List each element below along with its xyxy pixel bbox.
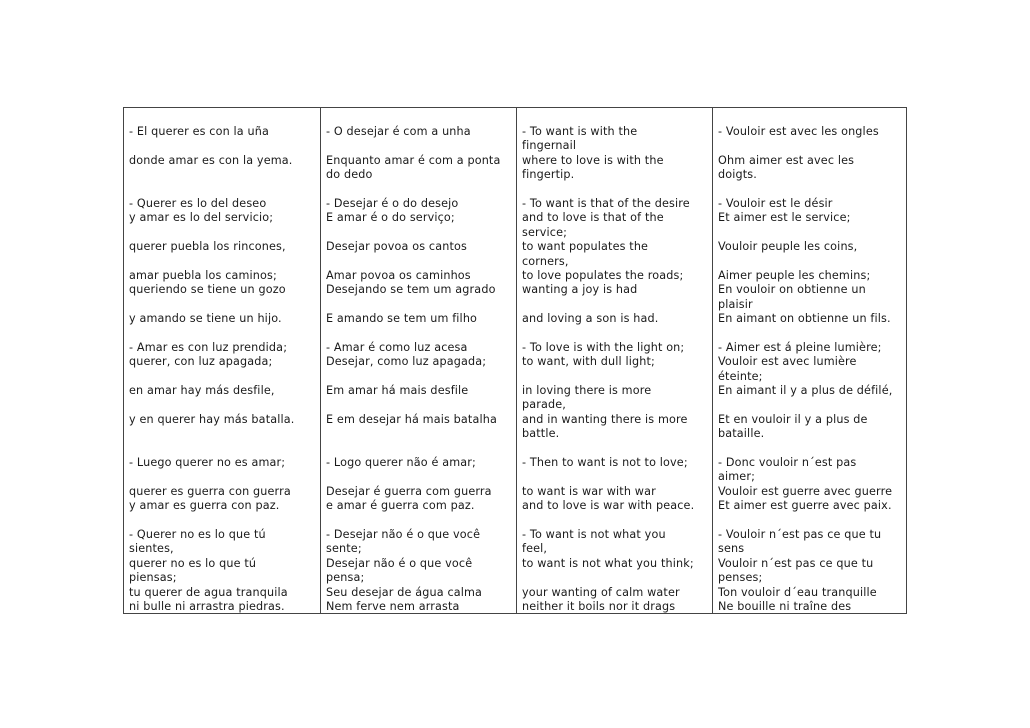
poem-line: Et en vouloir il y a plus de [718, 412, 868, 426]
poem-line: - Amar es con luz prendida; [129, 340, 288, 354]
poem-line: and to love is that of the [522, 211, 664, 225]
poem-line: y amar es guerra con paz. [129, 499, 280, 513]
poem-line: Et aimer est le service; [718, 211, 851, 225]
poem-line: en amar hay más desfile, [129, 384, 275, 398]
poem-line [129, 442, 320, 456]
poem-line: - To want is that of the desire [522, 196, 690, 210]
poem-line: battle. [522, 427, 560, 441]
poem-line: penses; [718, 571, 763, 585]
poem-line: your wanting of calm water [522, 585, 680, 599]
poem-line [129, 168, 320, 182]
poem-line: - Then to want is not to love; [522, 455, 688, 469]
poem-line: to want is not what you think; [522, 556, 694, 570]
poem-line: E em desejar há mais batalha [326, 412, 497, 426]
poem-line: sens [718, 542, 745, 556]
poem-line: queriendo se tiene un gozo [129, 283, 286, 297]
poem-line: Desejar, como luz apagada; [326, 355, 487, 369]
poem-line [718, 442, 904, 456]
poem-line: neither it boils nor it drags [522, 599, 676, 613]
poem-line: y amando se tiene un hijo. [129, 312, 282, 326]
poem-line [129, 298, 320, 312]
poem-line [718, 139, 904, 153]
poem-line: to want, with dull light; [522, 355, 655, 369]
poem-line: querer puebla los rincones, [129, 240, 286, 254]
poem-line: Ohm aimer est avec les [718, 153, 855, 167]
poem-line: Seu desejar de água calma [326, 585, 483, 599]
poem-line [129, 398, 320, 412]
poem-line [326, 370, 516, 384]
poem-line: wanting a joy is had [522, 283, 638, 297]
poem-line [326, 326, 516, 340]
poem-line [129, 326, 320, 340]
poem-line [326, 398, 516, 412]
poem-line: Nem ferve nem arrasta [326, 599, 460, 613]
poem-line: Desejar não é o que você [326, 556, 473, 570]
poem-line: amar puebla los caminos; [129, 268, 277, 282]
poem-line: - Querer no es lo que tú [129, 527, 266, 541]
poem-line [522, 442, 712, 456]
poem-line: and to love is war with peace. [522, 499, 695, 513]
poem-line: fingernail [522, 139, 577, 153]
poem-line [326, 226, 516, 240]
poem-line: Amar povoa os caminhos [326, 268, 471, 282]
poem-line: pensa; [326, 571, 365, 585]
poem-line: Desejar é guerra com guerra [326, 484, 492, 498]
poem-line: E amar é o do serviço; [326, 211, 455, 225]
poem-line: - Vouloir n´est pas ce que tu [718, 527, 882, 541]
poem-line: - Vouloir est avec les ongles [718, 125, 879, 138]
poem-line: Aimer peuple les chemins; [718, 268, 871, 282]
poem-line: sientes, [129, 542, 174, 556]
poem-line: Enquanto amar é com a ponta [326, 153, 501, 167]
poem-line [326, 427, 516, 441]
poem-line: Vouloir peuple les coins, [718, 240, 858, 254]
translation-table [123, 107, 907, 614]
poem-line [129, 226, 320, 240]
poem-line: Vouloir est guerre avec guerre [718, 484, 893, 498]
poem-line: y en querer hay más batalla. [129, 412, 295, 426]
poem-line: feel, [522, 542, 548, 556]
poem-line: En vouloir on obtienne un [718, 283, 866, 297]
poem-line: - Desejar não é o que você [326, 527, 481, 541]
poem-line: - Desejar é o do desejo [326, 196, 459, 210]
poem-line: Desejando se tem um agrado [326, 283, 496, 297]
poem-line: ni bulle ni arrastra piedras. [129, 599, 285, 613]
poem-line [522, 370, 712, 384]
poem-line: - Luego querer no es amar; [129, 455, 286, 469]
poem-line [522, 298, 712, 312]
poem-line: doigts. [718, 168, 757, 182]
poem-line: - Aimer est á pleine lumière; [718, 340, 882, 354]
poem-line [718, 226, 904, 240]
poem-line [718, 514, 904, 528]
poem-line: to want is war with war [522, 484, 656, 498]
poem-line: tu querer de agua tranquila [129, 585, 288, 599]
poem-line: do dedo [326, 168, 373, 182]
poem-line: Vouloir n´est pas ce que tu [718, 556, 874, 570]
poem-line: éteinte; [718, 369, 763, 383]
poem-line: Desejar povoa os cantos [326, 240, 467, 254]
poem-line [129, 370, 320, 384]
poem-line [326, 514, 516, 528]
poem-line: - Donc vouloir n´est pas [718, 455, 857, 469]
poem-line [522, 183, 712, 197]
poem-line: - El querer es con la uña [129, 125, 270, 138]
poem-line: E amando se tem um filho [326, 312, 478, 326]
poem-line [129, 470, 320, 484]
poem-line: - Vouloir est le désir [718, 196, 833, 210]
poem-line: - Querer es lo del deseo [129, 196, 267, 210]
poem-line [522, 470, 712, 484]
poem-line: Vouloir est avec lumière [718, 355, 857, 369]
poem-line [718, 183, 904, 197]
poem-line [326, 470, 516, 484]
poem-line [718, 398, 904, 412]
poem-line [522, 326, 712, 340]
poem-line: service; [522, 225, 568, 239]
poem-line: - Logo querer não é amar; [326, 455, 476, 469]
poem-line: - To want is not what you [522, 527, 666, 541]
poem-line: and loving a son is had. [522, 312, 659, 326]
poem-line: donde amar es con la yema. [129, 153, 293, 167]
poem-line: - O desejar é com a unha [326, 125, 471, 138]
poem-line: - To want is with the [522, 125, 638, 138]
poem-line: to love populates the roads; [522, 268, 684, 282]
column-english [516, 108, 712, 613]
poem-line [326, 255, 516, 269]
poem-line: bataille. [718, 427, 765, 441]
poem-line [129, 183, 320, 197]
poem-line [326, 139, 516, 153]
poem-line: plaisir [718, 297, 753, 311]
poem-line [326, 442, 516, 456]
column-french [712, 108, 907, 613]
poem-line [129, 139, 320, 153]
poem-line: querer no es lo que tú [129, 556, 257, 570]
poem-line: En aimant il y a plus de défilé, [718, 384, 893, 398]
poem-line: to want populates the [522, 240, 649, 254]
poem-line [326, 183, 516, 197]
poem-line [522, 514, 712, 528]
poem-line [522, 571, 712, 585]
poem-line: in loving there is more [522, 384, 652, 398]
poem-line: Em amar há mais desfile [326, 384, 469, 398]
poem-line: y amar es lo del servicio; [129, 211, 274, 225]
poem-line: querer, con luz apagada; [129, 355, 273, 369]
poem-line [129, 514, 320, 528]
poem-line: Et aimer est guerre avec paix. [718, 499, 892, 513]
poem-line: Ton vouloir d´eau tranquille [718, 585, 877, 599]
poem-line: - Amar é como luz acesa [326, 340, 468, 354]
poem-line: Ne bouille ni traîne des [718, 599, 852, 613]
poem-line: querer es guerra con guerra [129, 484, 291, 498]
poem-line: aimer; [718, 470, 756, 484]
column-spanish [124, 108, 320, 613]
poem-line: - To love is with the light on; [522, 340, 685, 354]
poem-line [129, 255, 320, 269]
poem-line [326, 298, 516, 312]
poem-line: piensas; [129, 571, 177, 585]
column-portuguese [320, 108, 516, 613]
poem-line [718, 326, 904, 340]
poem-line: sente; [326, 542, 362, 556]
poem-line: corners, [522, 254, 569, 268]
poem-line: fingertip. [522, 168, 575, 182]
poem-line: e amar é guerra com paz. [326, 499, 475, 513]
poem-line: parade, [522, 398, 567, 412]
poem-line: En aimant on obtienne un fils. [718, 312, 891, 326]
poem-line [129, 427, 320, 441]
poem-line [718, 255, 904, 269]
poem-line: and in wanting there is more [522, 412, 688, 426]
poem-line: where to love is with the [522, 153, 664, 167]
